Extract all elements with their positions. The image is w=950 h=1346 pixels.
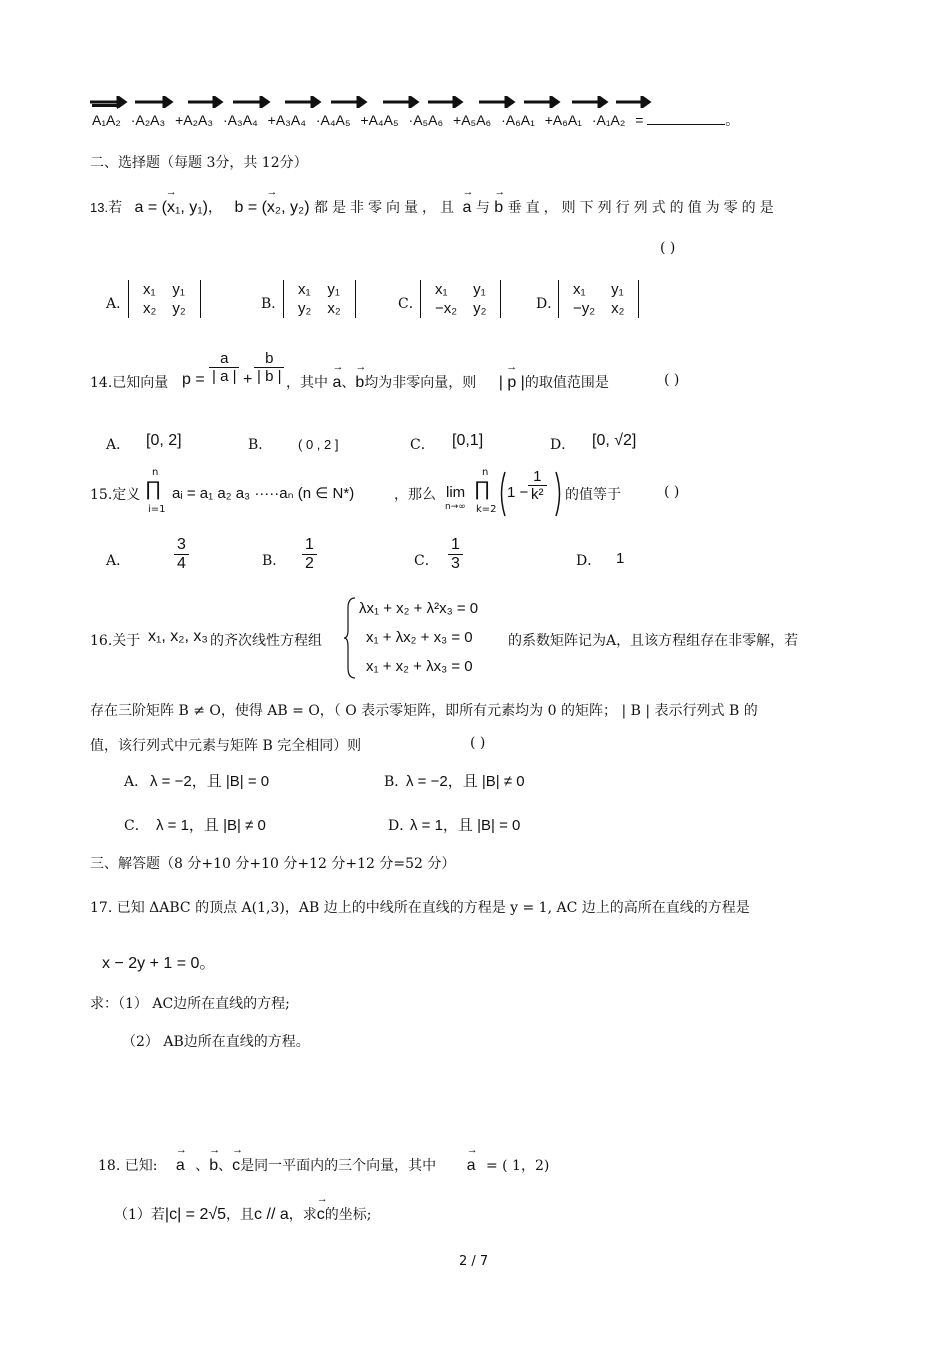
q12-equals: = bbox=[635, 112, 644, 128]
q15-option-d-value: 1 bbox=[616, 550, 625, 567]
q14-b: → b bbox=[355, 374, 364, 392]
q14-text bbox=[286, 372, 609, 392]
q15-prod1-top: n bbox=[152, 467, 159, 478]
q12-term: ·A₄A₅ bbox=[315, 112, 351, 128]
q18-dun: 、 bbox=[195, 1158, 210, 1174]
q18-sub1-text3: 的坐标; bbox=[324, 1207, 372, 1223]
q18-parallel: c // a bbox=[254, 1206, 289, 1223]
q13-option-b-label: B． bbox=[261, 296, 286, 312]
q15-option-d-label: D． bbox=[576, 553, 602, 569]
q13-comma: ， bbox=[208, 200, 223, 216]
q15-option-a-label: A． bbox=[106, 553, 131, 569]
det-cell: x₁ bbox=[298, 281, 311, 298]
q14-frac-b-den: | b | bbox=[257, 368, 282, 385]
q14-text3: 的取值范围是 bbox=[524, 375, 609, 391]
q15-lim-sub: n→∞ bbox=[445, 502, 466, 512]
q16-option-a-label: A． bbox=[124, 774, 149, 790]
q15-option-c-frac bbox=[448, 536, 463, 573]
q15-def: aᵢ = a₁ a₂ a₃ ·····aₙ (n ∈ N*) bbox=[172, 485, 355, 502]
q12-term: +A₄A₅ bbox=[360, 112, 399, 128]
q12-term: +A₆A₁ bbox=[544, 112, 582, 128]
q13-a: → a bbox=[462, 199, 471, 217]
q15-right-paren bbox=[554, 470, 564, 518]
frac-num: 1 bbox=[451, 536, 460, 553]
q13-b: → b bbox=[494, 199, 503, 217]
q16-eq2: x₁ + λx₂ + x₃ = 0 bbox=[366, 629, 473, 646]
frac-num: 1 bbox=[305, 536, 314, 553]
q12-term: ·A₁A₂ bbox=[591, 112, 626, 128]
q18-text1: 是同一平面内的三个向量，其中 bbox=[240, 1158, 437, 1174]
q14-dun: 、 bbox=[341, 375, 356, 391]
q17-line1: 17. 已知 ΔABC 的顶点 A(1,3)，AB 边上的中线所在直线的方程是 y = 1, AC 边上的高所在直线的方程是 bbox=[90, 900, 750, 916]
q18-abs-c: |c| = 2√5 bbox=[164, 1206, 227, 1223]
q16-option-d-label: D． bbox=[388, 818, 414, 834]
q14-frac-b bbox=[254, 350, 284, 385]
det-cell: y₂ bbox=[473, 300, 487, 317]
q18-sub1-text1: ，且 bbox=[226, 1207, 255, 1223]
q12-vector-arrows bbox=[88, 96, 658, 108]
q13-option-d-label: D． bbox=[536, 296, 562, 312]
det-cell: x₁ bbox=[143, 281, 156, 298]
q12-term: ·A₆A₁ bbox=[501, 112, 535, 128]
q16-option-a-value: λ = −2，且 |B| = 0 bbox=[150, 773, 270, 790]
q12-answer-blank bbox=[647, 124, 725, 125]
q13-answer-paren: ( ) bbox=[660, 240, 676, 256]
q16-option-b-label: B． bbox=[384, 774, 409, 790]
q12-end: 。 bbox=[725, 112, 740, 128]
q18-dun: 、 bbox=[218, 1158, 233, 1174]
q18-a: → a bbox=[176, 1157, 185, 1175]
q12-expression bbox=[92, 110, 739, 130]
q15-option-b-frac bbox=[302, 536, 317, 573]
q14-a: → a bbox=[332, 374, 341, 392]
q13-b-def: → b = (x₂, y₂) bbox=[234, 199, 309, 217]
det-cell: x₁ bbox=[435, 281, 448, 298]
q13-number: 13. bbox=[90, 200, 109, 215]
q16-option-b-value: λ = −2，且 |B| ≠ 0 bbox=[406, 773, 525, 790]
det-cell: x₂ bbox=[327, 300, 341, 317]
section-2-title: 二、选择题（每题 3分，共 12分） bbox=[90, 155, 308, 171]
det-cell: −x₂ bbox=[435, 300, 458, 317]
q15-lim: lim bbox=[446, 484, 466, 501]
q18-sub1-text2: ，求 bbox=[288, 1207, 317, 1223]
q14-answer-paren: ( ) bbox=[664, 372, 680, 388]
q16-vars: x₁, x₂, x₃ bbox=[148, 628, 208, 645]
q18-b: → b bbox=[209, 1157, 218, 1175]
q13-option-b-det bbox=[283, 280, 356, 318]
q14-option-b-label: B． bbox=[248, 437, 273, 453]
q14-frac-a-den: | a | bbox=[212, 368, 237, 385]
q18-c: → c bbox=[317, 1206, 325, 1224]
q14-text2: 均为非零向量，则 bbox=[364, 375, 477, 391]
q15-answer-paren: ( ) bbox=[664, 484, 680, 500]
q15-option-c-label: C． bbox=[414, 553, 439, 569]
q13-text2: 垂直，则下列行列式的值为零的是 bbox=[507, 200, 778, 216]
q17-sub1: 求：（1） AC边所在直线的方程; bbox=[90, 996, 290, 1012]
q13-a-def: → a = (x₁, y₁) bbox=[135, 199, 208, 217]
q15-one-minus: 1 − bbox=[507, 484, 529, 501]
q14-frac-a bbox=[209, 350, 239, 385]
q16-line2: 存在三阶矩阵 B ≠ O，使得 AB = O，（ O 表示零矩阵，即所有元素均为 0 的矩阵； | B | 表示行列式 B 的 bbox=[90, 703, 758, 719]
q16-option-c-label: C． bbox=[124, 818, 149, 834]
q12-term: +A₂A₃ bbox=[175, 112, 214, 128]
q16-text2: 的系数矩阵记为A，且该方程组存在非零解，若 bbox=[508, 633, 799, 649]
q15-left-paren bbox=[497, 470, 507, 518]
det-cell: x₂ bbox=[143, 300, 157, 317]
q15-prod2-top: n bbox=[482, 467, 489, 478]
q15-frac-den: k² bbox=[531, 486, 544, 503]
frac-den: 3 bbox=[448, 554, 463, 573]
q12-term: A₁A₂ bbox=[92, 112, 121, 128]
frac-den: 4 bbox=[174, 554, 189, 573]
q14-option-b-value: ( 0 , 2 ] bbox=[298, 437, 339, 452]
q13-option-d-det bbox=[558, 280, 639, 318]
q15-frac-num: 1 bbox=[528, 468, 547, 486]
det-cell: y₂ bbox=[298, 300, 312, 317]
q14-p-eq: p = bbox=[182, 371, 205, 388]
q13-yu: 与 bbox=[475, 200, 490, 216]
q13-option-a-det bbox=[128, 280, 201, 318]
q12-term: +A₃A₄ bbox=[267, 112, 306, 128]
q14-frac-a-num: a bbox=[209, 350, 239, 368]
q15-prod1-bottom: i=1 bbox=[148, 504, 166, 515]
frac-den: 2 bbox=[302, 554, 317, 573]
det-cell: y₁ bbox=[473, 281, 486, 298]
section-3-title: 三、解答题（8 分+10 分+10 分+12 分+12 分=52 分） bbox=[90, 856, 456, 872]
frac-num: 3 bbox=[177, 536, 186, 553]
q15-stem-prefix: 15.定义 bbox=[90, 487, 141, 503]
det-cell: y₁ bbox=[611, 281, 624, 298]
q14-option-c-value: [0,1] bbox=[452, 432, 484, 449]
q14-abs-p: → | p | bbox=[499, 374, 525, 392]
q12-term: ·A₅A₆ bbox=[408, 112, 444, 128]
q16-system-brace bbox=[343, 596, 357, 680]
q13-option-a-label: A． bbox=[106, 296, 131, 312]
q18-sub1 bbox=[114, 1204, 371, 1224]
q13-stem bbox=[90, 197, 778, 217]
q16-eq3: x₁ + x₂ + λx₃ = 0 bbox=[366, 658, 473, 675]
q15-prod1-symbol: ∏ bbox=[145, 478, 162, 500]
q16-line3: 值，该行列式中元素与矩阵 B 完全相同）则 bbox=[90, 738, 362, 754]
q18-c: → c bbox=[232, 1157, 240, 1175]
det-cell: x₂ bbox=[611, 300, 625, 317]
q15-prod2-symbol: ∏ bbox=[474, 478, 491, 500]
q15-text1: ，那么 bbox=[394, 487, 436, 503]
q12-term: ·A₃A₄ bbox=[223, 112, 258, 128]
q18-a: → a bbox=[467, 1157, 476, 1175]
q14-plus: + bbox=[243, 371, 253, 388]
q13-text1: 都是非零向量，且 bbox=[314, 200, 459, 216]
q16-stem-prefix: 16.关于 bbox=[90, 633, 141, 649]
q13-option-c-label: C． bbox=[398, 296, 423, 312]
q16-option-c-value: λ = 1，且 |B| ≠ 0 bbox=[156, 817, 266, 834]
q18-number: 18. 已知: bbox=[98, 1158, 158, 1174]
page-number: 2 / 7 bbox=[459, 1254, 489, 1269]
q16-answer-paren: ( ) bbox=[470, 735, 486, 751]
q16-eq1: λx₁ + x₂ + λ²x₃ = 0 bbox=[359, 600, 479, 617]
q18-a-value: = ( 1，2) bbox=[485, 1158, 550, 1174]
q14-option-a-value: [0, 2] bbox=[146, 432, 182, 449]
q14-frac-b-num: b bbox=[254, 350, 284, 368]
q14-option-d-value: [0, √2] bbox=[592, 432, 637, 449]
q17-line2: x − 2y + 1 = 0。 bbox=[102, 955, 216, 972]
q18-stem bbox=[98, 1155, 549, 1175]
q14-text1: ，其中 bbox=[286, 375, 328, 391]
q16-option-d-value: λ = 1，且 |B| = 0 bbox=[410, 817, 521, 834]
det-cell: y₁ bbox=[172, 281, 185, 298]
q15-option-b-label: B． bbox=[262, 553, 287, 569]
q16-text1: 的齐次线性方程组 bbox=[210, 633, 322, 649]
det-cell: y₁ bbox=[327, 281, 340, 298]
q12-term: ·A₂A₃ bbox=[130, 112, 166, 128]
q18-sub1-prefix: （1）若 bbox=[114, 1207, 165, 1223]
q13-option-c-det bbox=[420, 280, 501, 318]
q15-option-a-frac bbox=[174, 536, 189, 573]
q17-sub2: （2） AB边所在直线的方程。 bbox=[122, 1034, 310, 1050]
det-cell: −y₂ bbox=[573, 300, 596, 317]
q14-stem-prefix: 14.已知向量 bbox=[90, 375, 169, 391]
q15-frac bbox=[528, 468, 547, 503]
q15-prod2-bottom: k=2 bbox=[476, 504, 497, 515]
q13-ruo: 若 bbox=[108, 200, 123, 216]
det-cell: x₁ bbox=[573, 281, 586, 298]
q14-option-c-label: C． bbox=[410, 437, 435, 453]
q12-term: +A₅A₆ bbox=[453, 112, 492, 128]
q15-text2: 的值等于 bbox=[565, 487, 621, 503]
q14-option-a-label: A． bbox=[106, 437, 131, 453]
q14-option-d-label: D． bbox=[550, 437, 576, 453]
det-cell: y₂ bbox=[172, 300, 186, 317]
